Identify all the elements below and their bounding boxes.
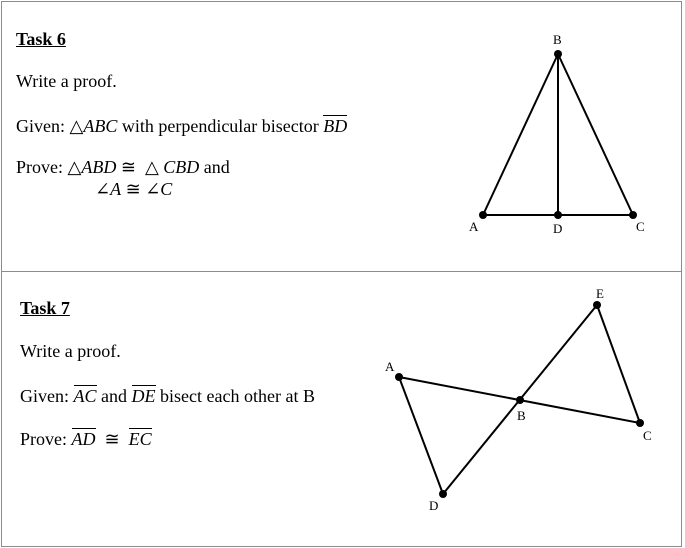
label-a: A xyxy=(385,359,395,374)
label-a: A xyxy=(469,219,479,234)
label-b: B xyxy=(553,32,562,47)
segment-ad xyxy=(399,377,443,494)
angle-c: C xyxy=(160,179,173,199)
point-d xyxy=(554,211,562,219)
segment-bd: BD xyxy=(323,116,348,136)
triangle-symbol: △ xyxy=(144,157,159,177)
task-7-title: Task 7 xyxy=(20,298,70,318)
triangle-name: ABC xyxy=(83,116,118,136)
given-middle-text: with perpendicular bisector xyxy=(121,116,319,136)
triangle-symbol: △ xyxy=(69,116,84,136)
point-d xyxy=(439,490,447,498)
task-6-title: Task 6 xyxy=(16,29,66,49)
triangle-symbol: △ xyxy=(67,157,82,177)
triangle-cbd: CBD xyxy=(163,157,200,177)
label-b: B xyxy=(517,408,526,423)
task-6-card xyxy=(1,1,682,272)
segment-ad: AD xyxy=(71,429,96,449)
congruent-symbol: ≅ xyxy=(104,429,120,449)
congruent-symbol: ≅ xyxy=(125,179,141,199)
point-c xyxy=(636,419,644,427)
point-b xyxy=(516,396,524,404)
point-e xyxy=(593,301,601,309)
prove-prefix: Prove: xyxy=(16,157,63,177)
given-prefix: Given: xyxy=(20,386,69,406)
point-a xyxy=(479,211,487,219)
triangle-abd: ABD xyxy=(81,157,117,177)
task-7-card xyxy=(1,271,682,547)
label-c: C xyxy=(636,219,645,234)
task-7-bowtie-figure xyxy=(2,272,681,546)
prove-prefix: Prove: xyxy=(20,429,67,449)
label-c: C xyxy=(643,428,652,443)
given-prefix: Given: xyxy=(16,116,65,136)
segment-ac: AC xyxy=(73,386,97,406)
angle-a: A xyxy=(110,179,122,199)
conjunction: and xyxy=(203,157,230,177)
label-d: D xyxy=(429,498,439,513)
label-e: E xyxy=(596,286,604,301)
point-a xyxy=(395,373,403,381)
given-suffix: bisect each other at B xyxy=(160,386,315,406)
segment-ec xyxy=(597,305,640,423)
given-and: and xyxy=(101,386,128,406)
congruent-symbol: ≅ xyxy=(120,157,136,177)
angle-symbol: ∠ xyxy=(145,179,161,199)
point-c xyxy=(629,211,637,219)
segment-de: DE xyxy=(131,386,156,406)
task-7-instruction: Write a proof. xyxy=(20,341,121,361)
segment-bc xyxy=(558,54,633,215)
angle-symbol: ∠ xyxy=(95,179,111,199)
segment-ec: EC xyxy=(128,429,152,449)
task-6-instruction: Write a proof. xyxy=(16,71,117,91)
task-6-triangle-figure xyxy=(2,2,681,271)
segment-ba xyxy=(483,54,558,215)
point-b xyxy=(554,50,562,58)
label-d: D xyxy=(553,221,563,236)
